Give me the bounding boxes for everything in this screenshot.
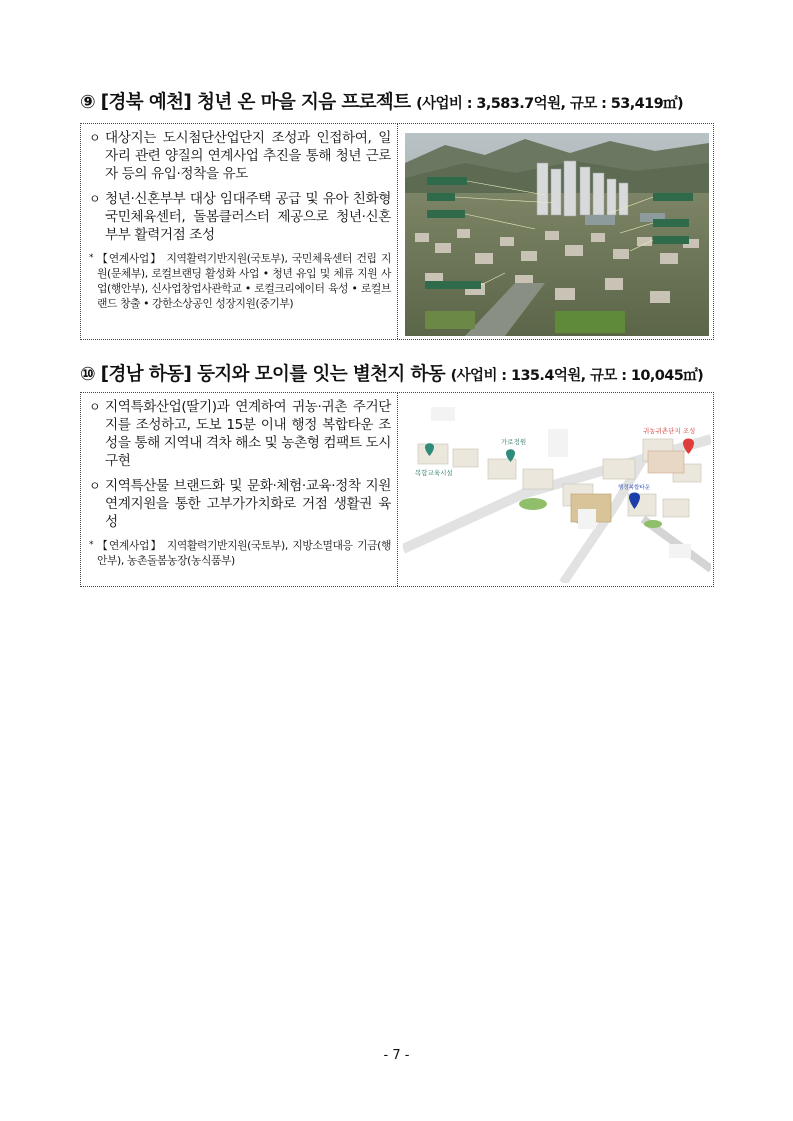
section-10-heading: [경남 하동] 둥지와 모이를 잇는 별천지 하동	[100, 364, 446, 385]
related-projects-note: * 【연계사업】 지역활력기반지원(국토부), 지방소멸대응 기금(행안부), 농촌돌봄농장(농식품부)	[89, 539, 391, 567]
map-label-education: 복합교육시설	[415, 469, 453, 477]
section-10-box	[80, 392, 714, 587]
section-9-title	[80, 88, 720, 114]
section-10-text	[81, 393, 397, 568]
section-10-title	[80, 360, 720, 386]
section-9-cost: (사업비 : 3,583.7억원, 규모 : 53,419㎡)	[416, 96, 684, 112]
bullet-text: 지역특산물 브랜드화 및 문화·체험·교육·정착 지원 연계지원을 통한 고부가가치화로 거점 생활권 육성	[105, 478, 391, 530]
section-10-cost: (사업비 : 135.4억원, 규모 : 10,045㎡)	[450, 368, 704, 384]
map-label-return-farm: 귀농귀촌단지 조성	[643, 427, 696, 435]
section-9-number: ⑨	[80, 92, 96, 113]
bullet-text: 지역특화산업(딸기)과 연계하여 귀농·귀촌 주거단지를 조성하고, 도보 15분 이내 행정 복합타운 조성을 통해 지역내 격차 해소 및 농촌형 컴팩트 도시 구현	[105, 399, 391, 469]
bullet-text: 대상지는 도시첨단산업단지 조성과 인접하여, 일자리 관련 양질의 연계사업 추진을 통해 청년 근로자 등의 유입·정착을 유도	[105, 130, 391, 182]
section-9-heading: [경북 예천] 청년 온 마을 지음 프로젝트	[100, 92, 411, 113]
related-projects-note: * 【연계사업】 지역활력기반지원(국토부), 국민체육센터 건립 지원(문체부), 로컬브랜딩 활성화 사업 • 청년 유입 및 체류 지원 사업(행안부), 신사업창업사관학교 • 로컬크리에이터 육성 • 로컬브랜드 창출 • 강한소상공인 성장지원(중기부)	[89, 252, 391, 310]
yecheon-aerial-photo	[405, 133, 709, 336]
page-number: - 7 -	[383, 1048, 410, 1063]
bullet-item: ㅇ 청년·신혼부부 대상 임대주택 공급 및 유아 친화형 국민체육센터, 돌봄클러스터 제공으로 청년·신혼부부 활력거점 조성	[89, 191, 391, 243]
bullet-text: 청년·신혼부부 대상 임대주택 공급 및 유아 친화형 국민체육센터, 돌봄클러스터 제공으로 청년·신혼부부 활력거점 조성	[105, 191, 391, 243]
section-10-number: ⑩	[80, 364, 96, 385]
section-9-text	[81, 124, 397, 311]
bullet-item: ㅇ 지역특화산업(딸기)과 연계하여 귀농·귀촌 주거단지를 조성하고, 도보 15분 이내 행정 복합타운 조성을 통해 지역내 격차 해소 및 농촌형 컴팩트 도시 구현	[89, 399, 391, 469]
map-label-garden: 가로정원	[501, 438, 527, 446]
section-9-box	[80, 123, 714, 340]
hadong-masterplan-illustration	[403, 399, 711, 583]
bullet-item: ㅇ 지역특산물 브랜드화 및 문화·체험·교육·정착 지원 연계지원을 통한 고부가가치화로 거점 생활권 육성	[89, 478, 391, 530]
map-label-complex-town: 행정복합타운	[618, 485, 650, 491]
bullet-item: ㅇ 대상지는 도시첨단산업단지 조성과 인접하여, 일자리 관련 양질의 연계사업 추진을 통해 청년 근로자 등의 유입·정착을 유도	[89, 130, 391, 182]
